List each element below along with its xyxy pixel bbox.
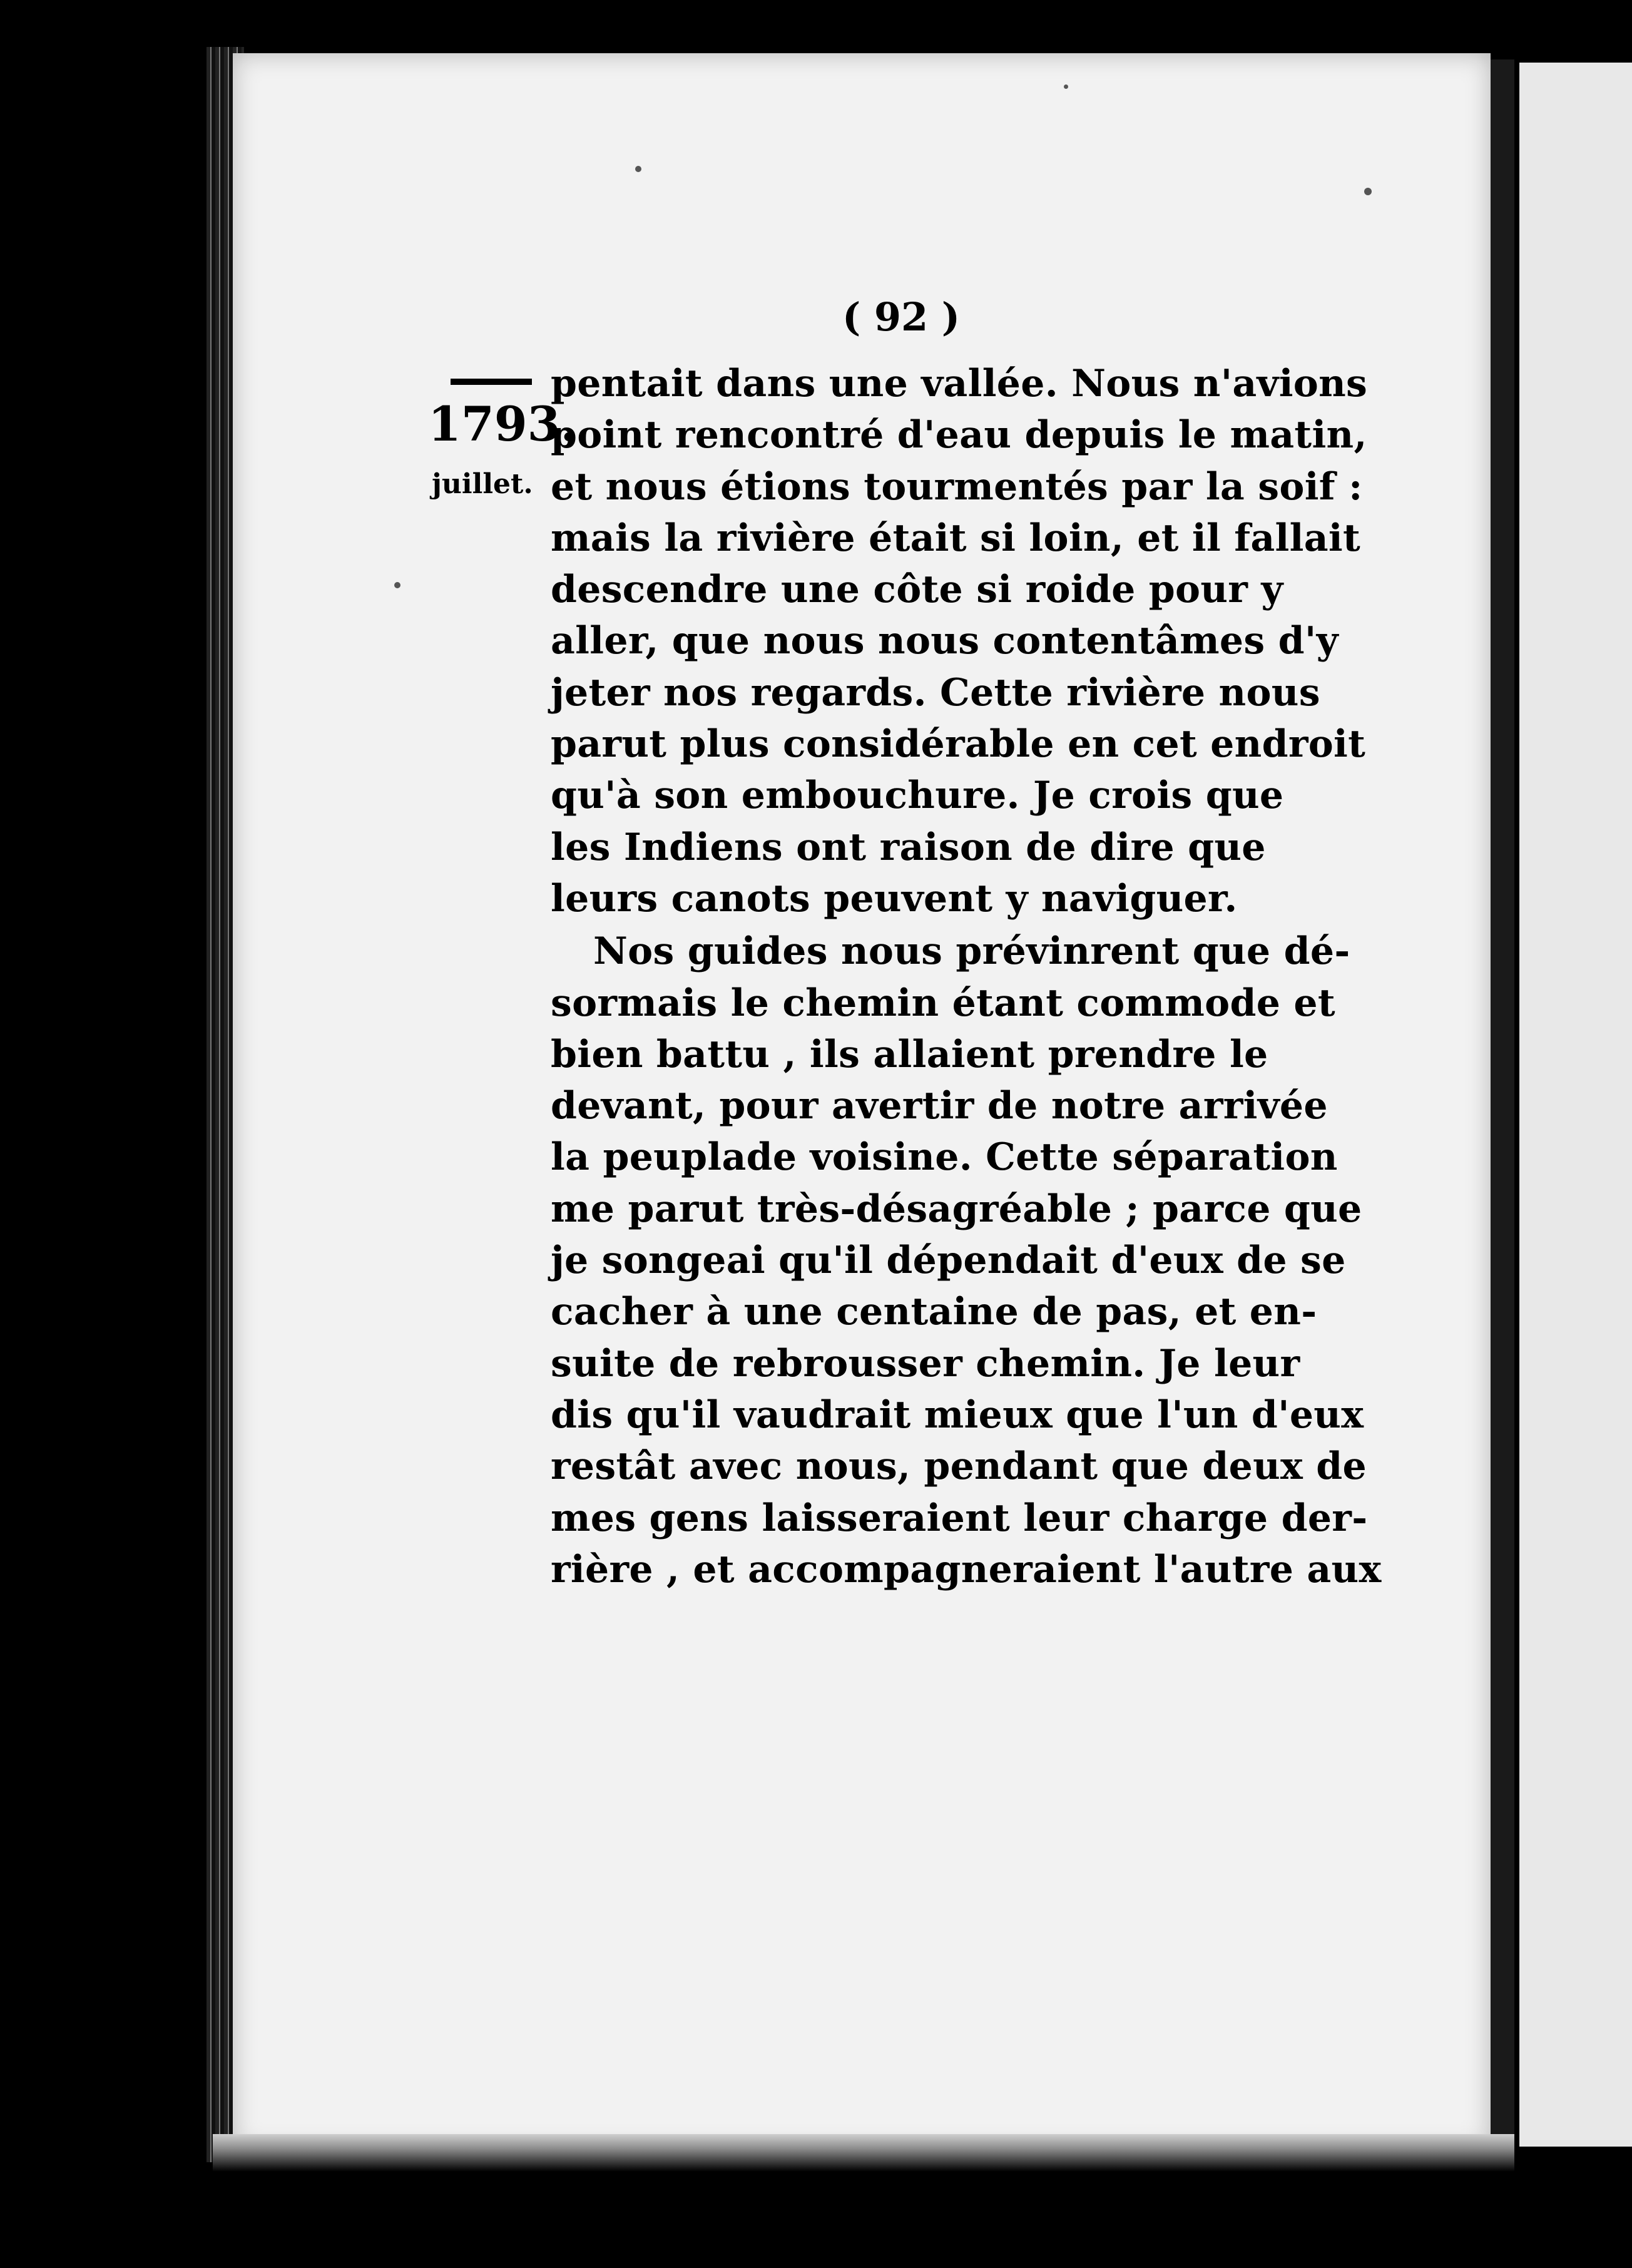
text-line: descendre une côte si roide pour y <box>551 568 1283 612</box>
text-line: sormais le chemin étant commode et <box>551 981 1335 1025</box>
page-number: ( 92 ) <box>842 294 961 340</box>
text-line: devant, pour avertir de notre arrivée <box>551 1084 1328 1128</box>
text-line: Nos guides nous prévinrent que dé- <box>593 929 1350 974</box>
text-line: leurs canots peuvent y naviguer. <box>551 876 1238 921</box>
text-line: cacher à une centaine de pas, et en- <box>551 1290 1317 1334</box>
ink-speck <box>635 166 641 172</box>
text-line: mes gens laisseraient leur charge der- <box>551 1496 1368 1540</box>
gutter-shadow <box>1491 59 1514 2150</box>
text-line: qu'à son embouchure. Je crois que <box>551 774 1284 818</box>
text-line: aller, que nous nous contentâmes d'y <box>551 619 1339 663</box>
page-bottom-edge <box>213 2134 1514 2172</box>
margin-month: juillet. <box>432 468 533 500</box>
text-line: dis qu'il vaudrait mieux que l'un d'eux <box>551 1392 1364 1437</box>
text-line: point rencontré d'eau depuis le matin, <box>551 413 1367 457</box>
text-line: les Indiens ont raison de dire que <box>551 825 1266 869</box>
ink-speck <box>394 582 400 588</box>
text-line: jeter nos regards. Cette rivière nous <box>551 670 1320 715</box>
ink-speck <box>1064 84 1068 89</box>
text-line: me parut très-désagréable ; parce que <box>551 1187 1362 1231</box>
margin-year: 1793. <box>428 396 577 452</box>
text-line: restât avec nous, pendant que deux de <box>551 1444 1367 1489</box>
facing-page-edge <box>1514 63 1632 2147</box>
paragraph-1 <box>551 358 1368 924</box>
text-line: et nous étions tourmentés par la soif : <box>551 464 1363 509</box>
text-line: bien battu , ils allaient prendre le <box>551 1032 1268 1076</box>
text-line: pentait dans une vallée. Nous n'avions <box>551 362 1368 406</box>
body-text <box>551 358 1382 1595</box>
text-line: mais la rivière était si loin, et il fallait <box>551 516 1361 560</box>
text-line: parut plus considérable en cet endroit <box>551 722 1366 767</box>
text-line: je songeai qu'il dépendait d'eux de se <box>551 1239 1346 1283</box>
paragraph-2 <box>551 926 1382 1595</box>
text-line: suite de rebrousser chemin. Je leur <box>551 1341 1300 1386</box>
margin-dash <box>451 379 532 385</box>
text-line: rière , et accompagneraient l'autre aux <box>551 1547 1382 1591</box>
ink-speck <box>1364 188 1372 195</box>
text-line: la peuplade voisine. Cette séparation <box>551 1135 1338 1180</box>
